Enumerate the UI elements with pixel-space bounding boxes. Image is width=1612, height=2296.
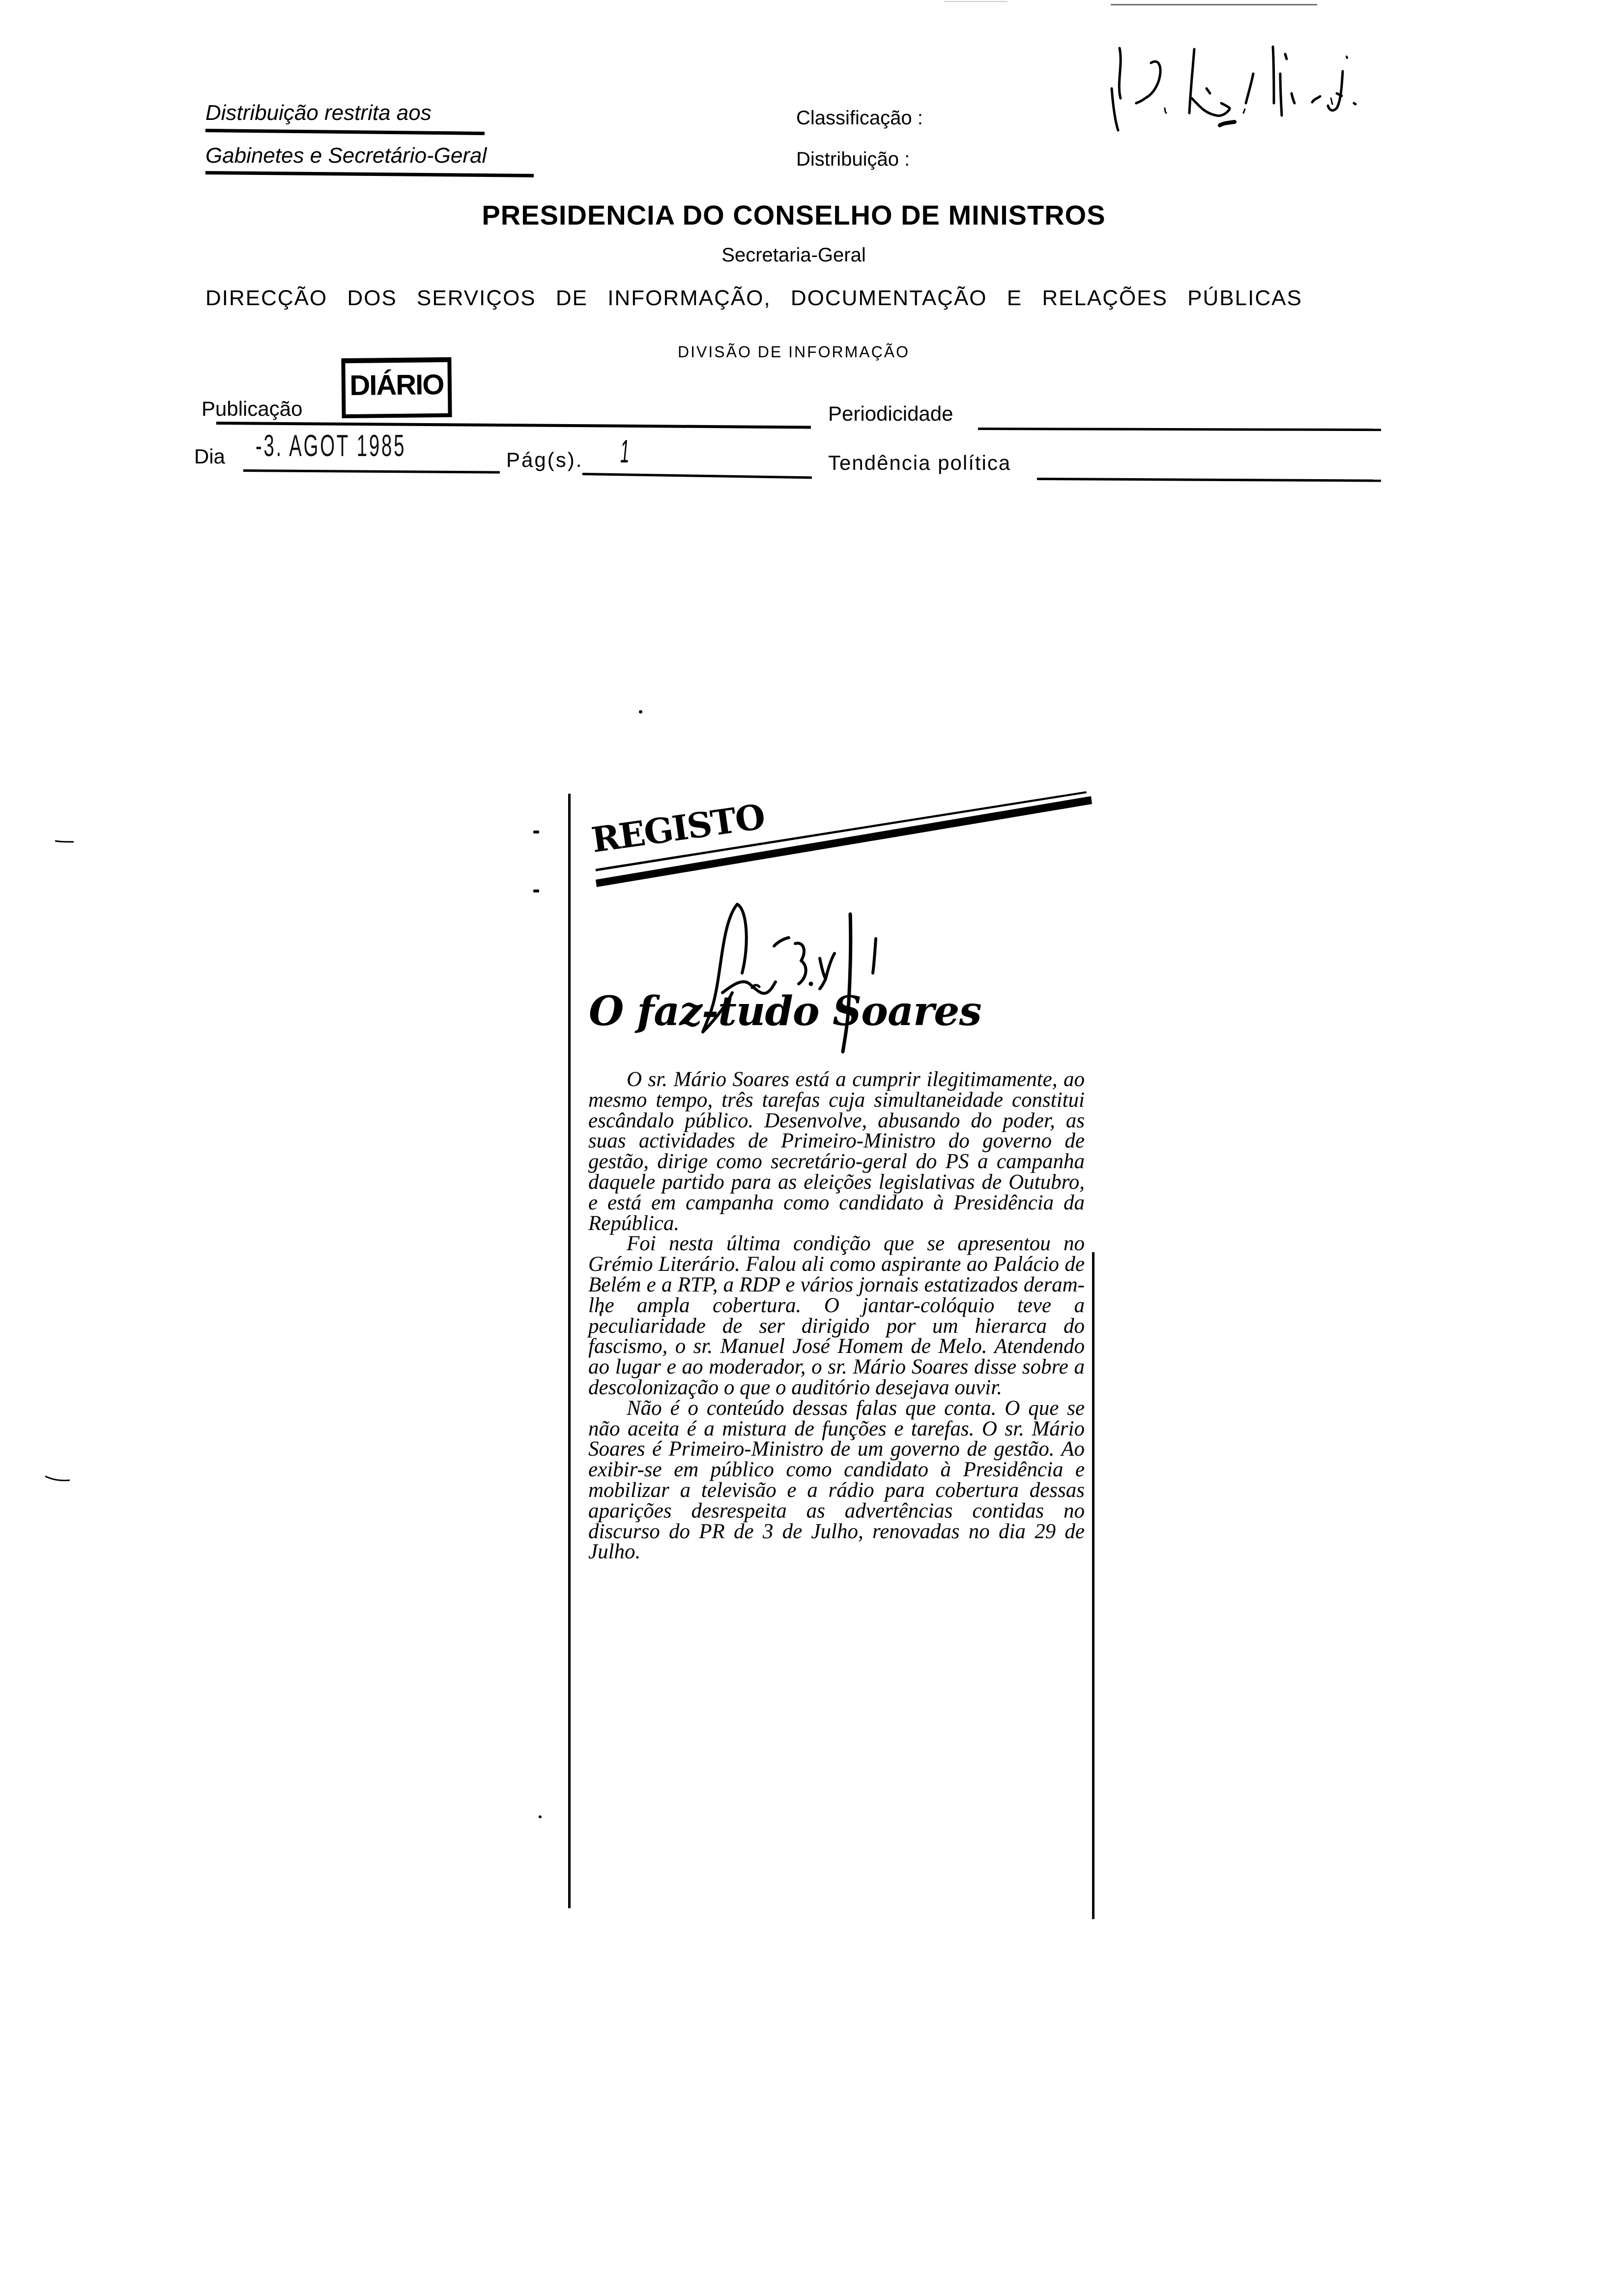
scan-speck (639, 710, 642, 714)
article-body (588, 1069, 1085, 1562)
distribution-note-line1: Distribuição restrita aos (205, 101, 432, 125)
classification-label: Classificação : (796, 107, 923, 129)
date-stamp: -3. AGOT 1985 (256, 429, 406, 463)
periodicity-label: Periodicidade (828, 402, 953, 425)
pages-label: Pág(s). (506, 448, 583, 471)
scan-speck (539, 1815, 542, 1818)
division-title: DIVISÃO DE INFORMAÇÃO (678, 343, 910, 361)
distribution-label: Distribuição : (796, 148, 910, 170)
pages-field-line (582, 473, 812, 479)
day-field-line (243, 469, 500, 474)
article-paragraph: Não é o conteúdo dessas falas que conta. O que se não aceita é a mistura de funções e tarefas. O sr. Mário Soares é Primeiro-Ministro de um governo de gestão. Ao exibir-se em público como candidato à Presidência e mobilizar a televisão e a rádio para cobertura dessas aparições desrespeita as advertências contidas no discurso do PR de 3 de Julho, renovadas no dia 29 de Julho. (588, 1396, 1085, 1564)
distribution-note-line2: Gabinetes e Secretário-Geral (205, 144, 487, 168)
margin-mark (533, 831, 539, 833)
organization-title: PRESIDENCIA DO CONSELHO DE MINISTROS (482, 200, 1106, 230)
hole-punch-mark (54, 838, 79, 848)
periodicity-field-line (978, 428, 1381, 431)
article-paragraph: O sr. Mário Soares está a cumprir ilegitimamente, ao mesmo tempo, três tarefas cuja simultaneidade constitui escândalo público. Desenvolve, abusando do poder, as suas actividades de Primeiro-Ministro do governo de gestão, dirige como secretário-geral do PS a campanha daquele partido para as eleições legislativas de Outubro, e está em campanha como candidato à Presidência da República. (588, 1068, 1085, 1235)
scan-artifact-line (1111, 4, 1317, 5)
scan-artifact-line (944, 1, 1008, 2)
handwritten-signature (1106, 25, 1597, 138)
section-label: REGISTO (589, 796, 767, 861)
article-paragraph: Foi nesta última condição que se apresentou no Grémio Literário. Falou ali como aspirante ao Palácio de Belém e a RTP, a RDP e vários jornais estatizados deram-lhe ampla cobertura. O jantar-colóquio teve a peculiaridade de ser dirigido por um hierarca do fascismo, o sr. Manuel José Homem de Melo. Atendendo ao lugar e ao moderador, o sr. Mário Soares disse sobre a descolonização o que o auditório desejava ouvir. (588, 1232, 1085, 1399)
clipping-border-right (1092, 1252, 1094, 1919)
publication-stamp (341, 357, 452, 418)
political-tendency-label: Tendência política (828, 451, 1011, 474)
publication-field-line (216, 422, 811, 429)
day-label: Dia (194, 445, 226, 468)
underline (205, 129, 485, 135)
hole-punch-mark (44, 1474, 74, 1489)
clipping-border-left (568, 794, 571, 1908)
underline (205, 171, 534, 177)
margin-mark (533, 890, 539, 892)
publication-label: Publicação (202, 397, 303, 420)
political-tendency-field-line (1037, 478, 1381, 482)
article-headline: O faz-tudo Soares (589, 988, 981, 1035)
directorate-title: DIRECÇÃO DOS SERVIÇOS DE INFORMAÇÃO, DOCUMENTAÇÃO E RELAÇÕES PÚBLICAS (205, 286, 1302, 310)
publication-value: DIÁRIO (349, 369, 444, 402)
pages-value: 1 (620, 433, 630, 469)
secretariat-subtitle: Secretaria-Geral (721, 244, 866, 266)
